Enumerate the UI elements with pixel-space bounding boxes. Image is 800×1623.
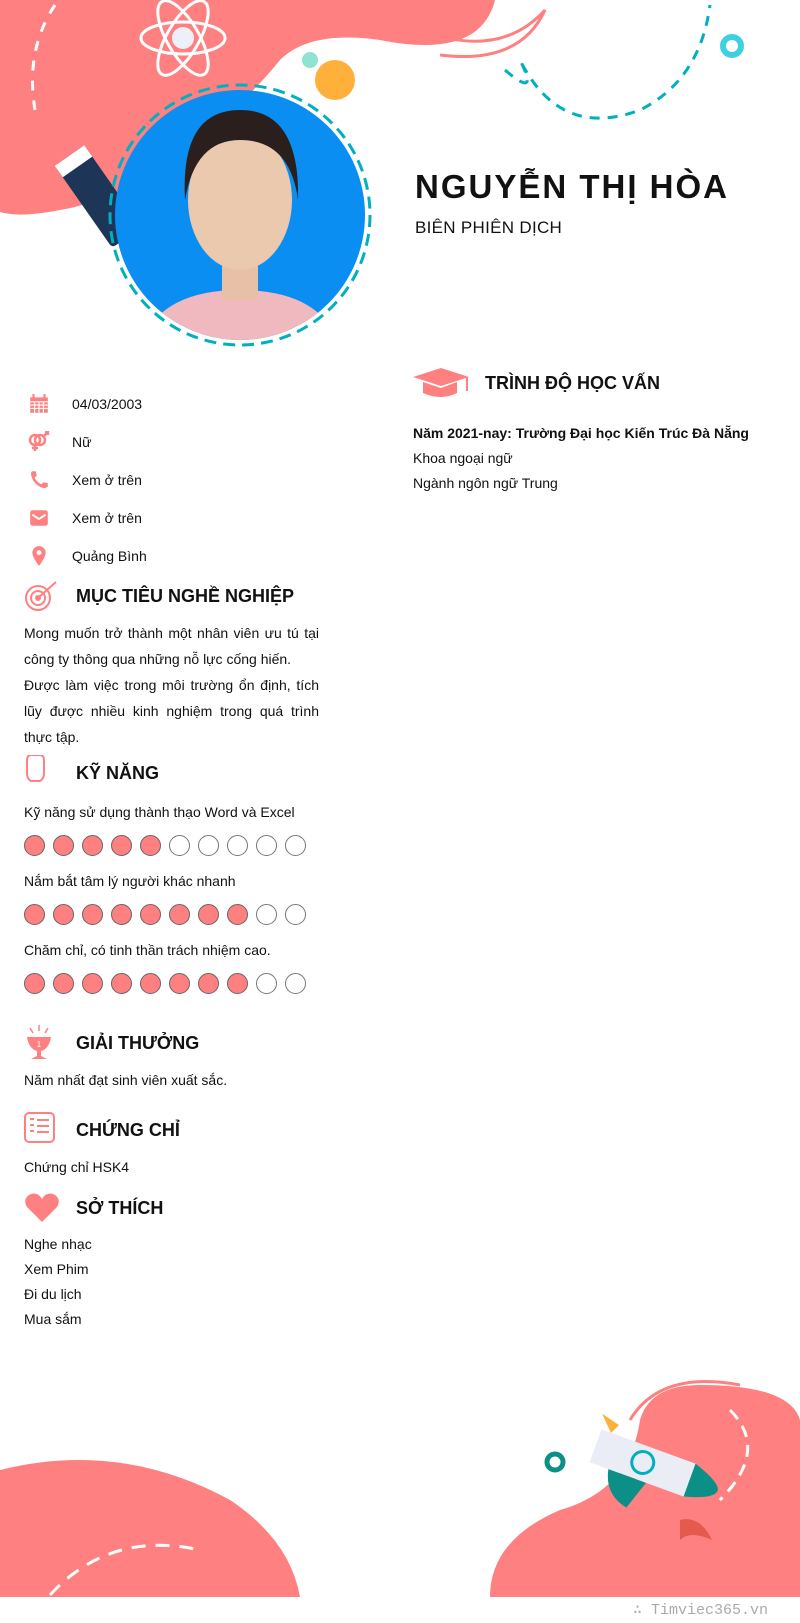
info-birthdate: 04/03/2003 <box>28 385 147 423</box>
info-gender: Nữ <box>28 423 147 461</box>
skill-rating <box>24 973 306 994</box>
checklist-icon <box>24 1112 60 1148</box>
skill-name: Kỹ năng sử dụng thành thạo Word và Excel <box>24 804 295 820</box>
objective-text: Mong muốn trở thành một nhân viên ưu tú tại công ty thông qua những nỗ lực cống hiến. Được làm việc trong môi trường ổn định, tích lũy được nhiều kinh nghiệm trong quá trình thực tập. <box>24 625 319 745</box>
lightbulb-icon <box>302 52 355 100</box>
rating-dot-empty <box>169 835 190 856</box>
rating-dot-empty <box>285 973 306 994</box>
rating-dot-filled <box>140 904 161 925</box>
location-icon <box>28 545 50 567</box>
info-address: Quảng Bình <box>28 537 147 575</box>
certificates-section: CHỨNG CHỈ Chứng chỉ HSK4 <box>24 1112 180 1180</box>
skill-name: Nắm bắt tâm lý người khác nhanh <box>24 873 236 889</box>
skill-rating <box>24 904 306 925</box>
rating-dot-filled <box>111 904 132 925</box>
rating-dot-filled <box>169 904 190 925</box>
rating-dot-filled <box>111 835 132 856</box>
education-details: Năm 2021-nay: Trường Đại học Kiến Trúc Đà Nẵng Khoa ngoại ngữ Ngành ngôn ngữ Trung <box>413 425 749 491</box>
target-icon <box>24 578 60 614</box>
rating-dot-filled <box>111 973 132 994</box>
trophy-icon <box>24 1025 60 1061</box>
skill-rating <box>24 835 306 856</box>
hand-icon <box>24 755 60 791</box>
watermark: ∴ Timviec365.vn <box>632 1602 768 1619</box>
candidate-name: NGUYỄN THỊ HÒA <box>415 168 730 205</box>
award-text: Năm nhất đạt sinh viên xuất sắc. <box>24 1072 228 1088</box>
footer-decoration <box>0 1380 800 1600</box>
hobbies-section: SỞ THÍCH Nghe nhạc Xem Phim Đi du lịch Mua sắm <box>24 1190 163 1332</box>
education-section: TRÌNH ĐỘ HỌC VẤN Năm 2021-nay: Trường Đại học Kiến Trúc Đà Nẵng Khoa ngoại ngữ Ngành ngôn ngữ Trung <box>413 365 749 496</box>
rating-dot-empty <box>285 835 306 856</box>
rating-dot-filled <box>227 904 248 925</box>
skills-section: KỸ NĂNG Kỹ năng sử dụng thành thạo Word và Excel Nắm bắt tâm lý người khác nhanh Chăm chỉ, có tinh thần trách nhiệm cao. <box>24 755 306 1006</box>
mail-icon <box>28 507 50 529</box>
rating-dot-empty <box>256 835 277 856</box>
rating-dot-filled <box>53 973 74 994</box>
rating-dot-filled <box>169 973 190 994</box>
rating-dot-filled <box>82 973 103 994</box>
hobbies-list: Nghe nhạc Xem Phim Đi du lịch Mua sắm <box>24 1236 92 1327</box>
personal-info <box>28 385 147 575</box>
rating-dot-empty <box>198 835 219 856</box>
gender-icon <box>28 431 50 453</box>
job-title: BIÊN PHIÊN DỊCH <box>415 218 563 237</box>
certificate-text: Chứng chỉ HSK4 <box>24 1159 130 1175</box>
rating-dot-filled <box>140 973 161 994</box>
rating-dot-filled <box>24 973 45 994</box>
rating-dot-empty <box>285 904 306 925</box>
rating-dot-filled <box>140 835 161 856</box>
graduation-cap-icon <box>413 365 469 401</box>
heart-icon <box>24 1190 60 1226</box>
rating-dot-filled <box>53 835 74 856</box>
rating-dot-filled <box>24 835 45 856</box>
calendar-icon <box>28 393 50 415</box>
rating-dot-empty <box>256 904 277 925</box>
rating-dot-filled <box>53 904 74 925</box>
awards-section: 1 GIẢI THƯỞNG Năm nhất đạt sinh viên xuất sắc. <box>24 1025 227 1093</box>
rating-dot-filled <box>82 904 103 925</box>
info-phone: Xem ở trên <box>28 461 147 499</box>
info-email: Xem ở trên <box>28 499 147 537</box>
objective-section: MỤC TIÊU NGHỀ NGHIỆP Mong muốn trở thành một nhân viên ưu tú tại công ty thông qua những nỗ lực cống hiến. Được làm việc trong môi trường ổn định, tích lũy được nhiều kinh nghiệm trong quá trình thực tập. <box>24 578 319 750</box>
rating-dot-filled <box>24 904 45 925</box>
rating-dot-filled <box>82 835 103 856</box>
rating-dot-filled <box>227 973 248 994</box>
svg-text:1: 1 <box>36 1040 42 1049</box>
rating-dot-empty <box>227 835 248 856</box>
rating-dot-filled <box>198 904 219 925</box>
rating-dot-filled <box>198 973 219 994</box>
rating-dot-empty <box>256 973 277 994</box>
phone-icon <box>28 469 50 491</box>
skill-name: Chăm chỉ, có tinh thần trách nhiệm cao. <box>24 942 271 958</box>
